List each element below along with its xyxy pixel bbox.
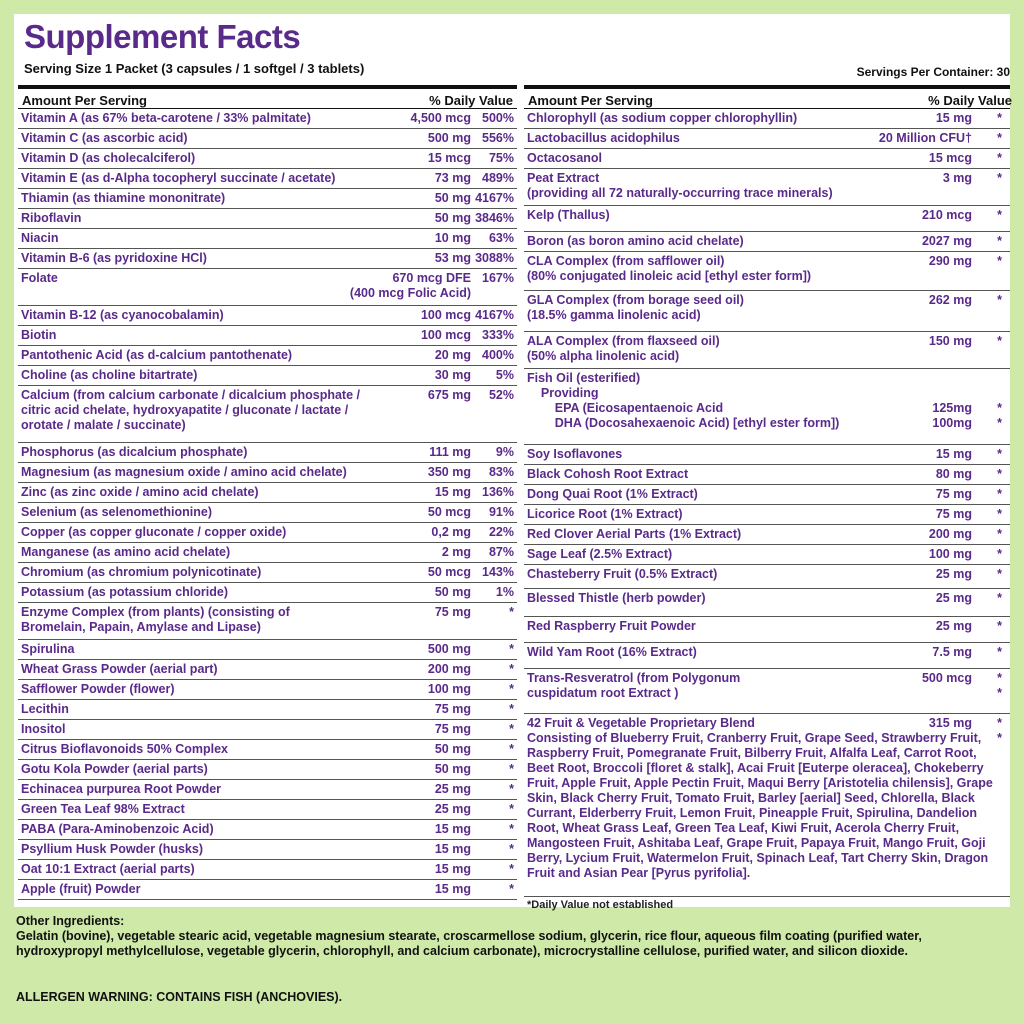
daily-value: * bbox=[509, 742, 514, 756]
nutrient-row bbox=[18, 366, 517, 386]
daily-value: * bbox=[997, 467, 1002, 481]
daily-value-header: % Daily Value bbox=[928, 93, 1012, 108]
other-ingredients bbox=[16, 914, 1006, 959]
nutrient-amount: 25 mg bbox=[935, 591, 972, 605]
nutrient-row bbox=[18, 129, 517, 149]
daily-value: * bbox=[997, 547, 1002, 561]
nutrient-row bbox=[18, 583, 517, 603]
daily-value: 500% bbox=[482, 111, 514, 125]
nutrient-amount: 15 mg bbox=[434, 485, 471, 499]
servings-per-container: Servings Per Container: 30 bbox=[856, 65, 1010, 79]
serving-size: Serving Size 1 Packet (3 capsules / 1 softgel / 3 tablets) bbox=[24, 61, 365, 76]
nutrient-amount: 75 mg bbox=[434, 722, 471, 736]
nutrient-row bbox=[524, 485, 1010, 505]
nutrient-name: Riboflavin bbox=[21, 211, 82, 225]
daily-value: * bbox=[997, 151, 1002, 165]
nutrient-amount: 15 mg bbox=[434, 842, 471, 856]
daily-value: * bbox=[509, 762, 514, 776]
daily-value-footnote: *Daily Value not established bbox=[527, 899, 674, 911]
nutrient-name: Oat 10:1 Extract (aerial parts) bbox=[21, 862, 195, 876]
daily-value: 83% bbox=[488, 465, 514, 479]
daily-value: * bbox=[997, 293, 1002, 307]
daily-value: * bbox=[509, 662, 514, 676]
nutrient-name: Phosphorus (as dicalcium phosphate) bbox=[21, 445, 248, 459]
nutrient-amount: 75 mg bbox=[434, 605, 471, 619]
daily-value: * bbox=[509, 882, 514, 896]
nutrient-row bbox=[524, 465, 1010, 485]
nutrient-amount: 315 mg bbox=[928, 716, 972, 730]
daily-value: * bbox=[997, 111, 1002, 125]
nutrient-row bbox=[18, 720, 517, 740]
nutrient-amount: 50 mg bbox=[434, 762, 471, 776]
right-rows bbox=[524, 109, 1010, 897]
nutrient-amount: 50 mcg bbox=[427, 505, 471, 519]
nutrient-amount: 15 mg bbox=[935, 111, 972, 125]
nutrient-name: Wheat Grass Powder (aerial part) bbox=[21, 662, 218, 676]
nutrient-row bbox=[18, 189, 517, 209]
nutrient-amount: 75 mg bbox=[434, 702, 471, 716]
daily-value: 333% bbox=[482, 328, 514, 342]
nutrient-name: Fish Oil (esterified) Providing EPA (Eicosapentaenoic Acid DHA (Docosahexaenoic Acid) [ethyl ester form]) bbox=[527, 371, 840, 430]
nutrient-row bbox=[18, 109, 517, 129]
right-nutrient-column bbox=[524, 85, 1010, 913]
nutrient-row bbox=[18, 680, 517, 700]
nutrient-amount: 350 mg bbox=[427, 465, 471, 479]
daily-value: * bbox=[997, 171, 1002, 185]
daily-value: * bbox=[509, 722, 514, 736]
nutrient-row bbox=[18, 463, 517, 483]
daily-value: * bbox=[997, 131, 1002, 145]
daily-value: * bbox=[997, 487, 1002, 501]
daily-value: * bbox=[509, 642, 514, 656]
nutrient-amount: 15 mg bbox=[434, 862, 471, 876]
nutrient-row bbox=[524, 545, 1010, 565]
daily-value: 3088% bbox=[475, 251, 514, 265]
nutrient-name: Chasteberry Fruit (0.5% Extract) bbox=[527, 567, 718, 581]
nutrient-row bbox=[524, 714, 1010, 897]
nutrient-amount: 290 mg bbox=[928, 254, 972, 268]
daily-value: * bbox=[509, 702, 514, 716]
nutrient-row bbox=[524, 565, 1010, 589]
nutrient-name: Vitamin A (as 67% beta-carotene / 33% palmitate) bbox=[21, 111, 311, 125]
nutrient-amount: 15 mg bbox=[434, 822, 471, 836]
nutrient-amount: 200 mg bbox=[928, 527, 972, 541]
nutrient-row bbox=[18, 840, 517, 860]
nutrient-name: CLA Complex (from safflower oil) (80% conjugated linoleic acid [ethyl ester form]) bbox=[527, 254, 812, 283]
daily-value: * bbox=[997, 208, 1002, 222]
nutrient-row bbox=[18, 229, 517, 249]
nutrient-amount: 75 mg bbox=[935, 487, 972, 501]
nutrient-name: Wild Yam Root (16% Extract) bbox=[527, 645, 697, 659]
nutrient-row bbox=[18, 820, 517, 840]
nutrient-row bbox=[524, 129, 1010, 149]
nutrient-row bbox=[524, 589, 1010, 617]
daily-value: * bbox=[509, 802, 514, 816]
nutrient-amount: 30 mg bbox=[434, 368, 471, 382]
nutrient-amount: 150 mg bbox=[928, 334, 972, 348]
nutrient-name: Sage Leaf (2.5% Extract) bbox=[527, 547, 673, 561]
nutrient-amount: 0,2 mg bbox=[431, 525, 471, 539]
daily-value: 143% bbox=[482, 565, 514, 579]
amount-per-serving-header: Amount Per Serving bbox=[528, 93, 653, 108]
nutrient-row bbox=[524, 669, 1010, 714]
nutrient-amount: 500 mg bbox=[427, 131, 471, 145]
daily-value: 1% bbox=[495, 585, 514, 599]
left-column-header bbox=[18, 85, 517, 109]
daily-value: 556% bbox=[482, 131, 514, 145]
nutrient-name: 42 Fruit & Vegetable Proprietary Blend Consisting of Blueberry Fruit, Cranberry Fruit, Grape Seed, Strawberry Fruit, Raspberry Fruit, Pomegranate Fruit, Bilberry Fruit, Alfalfa Leaf, Carrot Root, Beet Root, Broccoli [floret & stalk], Acai Fruit [Euterpe oleracea], Chokeberry Fruit, Apple Fruit, Apple Pectin Fruit, Maqui Berry [Aristotelia chilensis], Grape Skin, Black Cherry Fruit, Tomato Fruit, Barley [aerial] Seed, Chlorella, Black Currant, Elderberry Fruit, Lemon Fruit, Pineapple Fruit, Spirulina, Dandelion Root, Wheat Grass Leaf, Green Tea Leaf, Kiwi Fruit, Acerola Cherry Fruit, Mangosteen Fruit, Ashitaba Leaf, Grape Fruit, Papaya Fruit, Mango Fruit, Goji Berry, Lycium Fruit, Watermelon Fruit, Spinach Leaf, Tart Cherry Skin, Dragon Fruit and Asian Pear [Pyrus pyrifolia]. bbox=[527, 716, 993, 880]
daily-value: * * bbox=[997, 401, 1002, 430]
nutrient-name: Potassium (as potassium chloride) bbox=[21, 585, 228, 599]
daily-value: 136% bbox=[482, 485, 514, 499]
daily-value: 4167% bbox=[475, 191, 514, 205]
nutrient-name: Vitamin C (as ascorbic acid) bbox=[21, 131, 188, 145]
nutrient-amount: 210 mcg bbox=[921, 208, 972, 222]
daily-value: * bbox=[509, 862, 514, 876]
nutrient-row bbox=[18, 880, 517, 900]
nutrient-name: Red Raspberry Fruit Powder bbox=[527, 619, 696, 633]
nutrient-name: Octacosanol bbox=[527, 151, 603, 165]
amount-per-serving-header: Amount Per Serving bbox=[22, 93, 147, 108]
nutrient-row bbox=[18, 443, 517, 463]
nutrient-amount: 262 mg bbox=[928, 293, 972, 307]
nutrient-row bbox=[524, 169, 1010, 206]
daily-value: * bbox=[997, 447, 1002, 461]
nutrient-row bbox=[524, 617, 1010, 643]
nutrient-amount: 20 mg bbox=[434, 348, 471, 362]
nutrient-name: Niacin bbox=[21, 231, 59, 245]
nutrient-amount: 75 mg bbox=[935, 507, 972, 521]
nutrient-row bbox=[524, 291, 1010, 332]
nutrient-name: Biotin bbox=[21, 328, 57, 342]
daily-value: 4167% bbox=[475, 308, 514, 322]
nutrient-amount: 50 mg bbox=[434, 585, 471, 599]
daily-value: * bbox=[997, 334, 1002, 348]
other-ingredients-text: Gelatin (bovine), vegetable stearic acid, vegetable magnesium stearate, croscarmellose sodium, glycerin, rice flour, aqueous film coating (purified water, hydroxypropyl methylcellulose, vegetable glycerin, chlorophyll, and calcium carbonate), microcrystalline cellulose, purified water, and silicon dioxide. bbox=[16, 929, 922, 958]
nutrient-amount: 10 mg bbox=[434, 231, 471, 245]
nutrient-name: Selenium (as selenomethionine) bbox=[21, 505, 213, 519]
nutrient-row bbox=[524, 505, 1010, 525]
daily-value: 91% bbox=[488, 505, 514, 519]
nutrient-name: Choline (as choline bitartrate) bbox=[21, 368, 198, 382]
nutrient-row bbox=[18, 660, 517, 680]
daily-value: * * bbox=[997, 716, 1002, 745]
nutrient-amount: 100 mg bbox=[928, 547, 972, 561]
nutrient-name: Red Clover Aerial Parts (1% Extract) bbox=[527, 527, 742, 541]
nutrient-amount: 2027 mg bbox=[921, 234, 972, 248]
nutrient-name: Calcium (from calcium carbonate / dicalcium phosphate / citric acid chelate, hydroxyapatite / gluconate / lactate / orotate / malate / succinate) bbox=[21, 388, 360, 432]
nutrient-name: Boron (as boron amino acid chelate) bbox=[527, 234, 744, 248]
nutrient-name: Zinc (as zinc oxide / amino acid chelate) bbox=[21, 485, 259, 499]
daily-value: * bbox=[509, 682, 514, 696]
daily-value: 400% bbox=[482, 348, 514, 362]
nutrient-name: Licorice Root (1% Extract) bbox=[527, 507, 683, 521]
nutrient-name: GLA Complex (from borage seed oil) (18.5% gamma linolenic acid) bbox=[527, 293, 744, 322]
daily-value: * * bbox=[997, 671, 1002, 700]
nutrient-name: Vitamin E (as d-Alpha tocopheryl succinate / acetate) bbox=[21, 171, 336, 185]
nutrient-name: Psyllium Husk Powder (husks) bbox=[21, 842, 203, 856]
other-ingredients-heading: Other Ingredients: bbox=[16, 914, 125, 928]
nutrient-amount: 25 mg bbox=[935, 567, 972, 581]
nutrient-name: Echinacea purpurea Root Powder bbox=[21, 782, 222, 796]
nutrient-name: Apple (fruit) Powder bbox=[21, 882, 141, 896]
nutrient-row bbox=[524, 206, 1010, 232]
nutrient-row bbox=[524, 149, 1010, 169]
nutrient-amount: 100 mg bbox=[427, 682, 471, 696]
nutrient-row bbox=[18, 563, 517, 583]
daily-value: 87% bbox=[488, 545, 514, 559]
nutrient-row bbox=[524, 252, 1010, 291]
nutrient-row bbox=[18, 640, 517, 660]
nutrient-amount: 500 mcg bbox=[921, 671, 972, 685]
nutrient-name: Vitamin D (as cholecalciferol) bbox=[21, 151, 196, 165]
nutrient-name: Folate bbox=[21, 271, 58, 285]
daily-value: * bbox=[997, 567, 1002, 581]
nutrient-amount: 25 mg bbox=[434, 782, 471, 796]
nutrient-name: Pantothenic Acid (as d-calcium pantothenate) bbox=[21, 348, 293, 362]
nutrient-name: Vitamin B-12 (as cyanocobalamin) bbox=[21, 308, 224, 322]
nutrient-row bbox=[18, 780, 517, 800]
nutrient-amount: 20 Million CFU† bbox=[878, 131, 972, 145]
nutrient-row bbox=[524, 332, 1010, 369]
nutrient-amount: 80 mg bbox=[935, 467, 972, 481]
nutrient-amount: 670 mcg DFE (400 mcg Folic Acid) bbox=[349, 271, 471, 300]
nutrient-amount: 675 mg bbox=[427, 388, 471, 402]
daily-value: 3846% bbox=[475, 211, 514, 225]
nutrient-row bbox=[18, 149, 517, 169]
nutrient-row bbox=[524, 643, 1010, 669]
nutrient-name: Spirulina bbox=[21, 642, 75, 656]
nutrient-row bbox=[524, 369, 1010, 445]
nutrient-amount: 73 mg bbox=[434, 171, 471, 185]
daily-value: 167% bbox=[482, 271, 514, 285]
nutrient-name: Magnesium (as magnesium oxide / amino acid chelate) bbox=[21, 465, 347, 479]
nutrient-amount: 100 mcg bbox=[420, 308, 471, 322]
left-nutrient-column bbox=[18, 85, 517, 900]
nutrient-name: Kelp (Thallus) bbox=[527, 208, 610, 222]
nutrient-row bbox=[18, 543, 517, 563]
nutrient-name: Chlorophyll (as sodium copper chlorophyllin) bbox=[527, 111, 798, 125]
nutrient-amount: 125mg 100mg bbox=[932, 401, 972, 430]
nutrient-name: Gotu Kola Powder (aerial parts) bbox=[21, 762, 208, 776]
page-title: Supplement Facts bbox=[24, 18, 301, 55]
daily-value: 22% bbox=[488, 525, 514, 539]
nutrient-amount: 50 mg bbox=[434, 191, 471, 205]
nutrient-amount: 200 mg bbox=[427, 662, 471, 676]
daily-value: * bbox=[509, 605, 514, 619]
nutrient-row bbox=[524, 525, 1010, 545]
nutrient-name: Dong Quai Root (1% Extract) bbox=[527, 487, 698, 501]
daily-value: * bbox=[997, 619, 1002, 633]
nutrient-name: Vitamin B-6 (as pyridoxine HCl) bbox=[21, 251, 207, 265]
nutrient-row bbox=[18, 483, 517, 503]
nutrient-amount: 15 mcg bbox=[928, 151, 972, 165]
nutrient-name: Green Tea Leaf 98% Extract bbox=[21, 802, 185, 816]
nutrient-amount: 7.5 mg bbox=[932, 645, 972, 659]
nutrient-row bbox=[18, 306, 517, 326]
daily-value: * bbox=[509, 842, 514, 856]
daily-value: 5% bbox=[495, 368, 514, 382]
nutrient-row bbox=[18, 249, 517, 269]
nutrient-amount: 53 mg bbox=[434, 251, 471, 265]
daily-value: * bbox=[997, 527, 1002, 541]
nutrient-name: Trans-Resveratrol (from Polygonum cuspidatum root Extract ) bbox=[527, 671, 741, 700]
nutrient-row bbox=[18, 269, 517, 306]
nutrient-name: Copper (as copper gluconate / copper oxide) bbox=[21, 525, 287, 539]
nutrient-name: Blessed Thistle (herb powder) bbox=[527, 591, 706, 605]
nutrient-amount: 3 mg bbox=[942, 171, 972, 185]
nutrient-row bbox=[18, 760, 517, 780]
nutrient-row bbox=[18, 740, 517, 760]
right-column-header bbox=[524, 85, 1010, 109]
daily-value: * bbox=[509, 782, 514, 796]
daily-value-header: % Daily Value bbox=[429, 93, 513, 108]
nutrient-row bbox=[18, 860, 517, 880]
nutrient-name: Soy Isoflavones bbox=[527, 447, 623, 461]
nutrient-name: Manganese (as amino acid chelate) bbox=[21, 545, 231, 559]
nutrient-amount: 15 mcg bbox=[427, 151, 471, 165]
allergen-warning: ALLERGEN WARNING: CONTAINS FISH (ANCHOVIES). bbox=[16, 990, 343, 1004]
nutrient-amount: 100 mcg bbox=[420, 328, 471, 342]
nutrient-name: Chromium (as chromium polynicotinate) bbox=[21, 565, 262, 579]
daily-value: * bbox=[509, 822, 514, 836]
daily-value: * bbox=[997, 645, 1002, 659]
daily-value: * bbox=[997, 254, 1002, 268]
nutrient-amount: 50 mg bbox=[434, 742, 471, 756]
daily-value: 52% bbox=[488, 388, 514, 402]
nutrient-amount: 2 mg bbox=[441, 545, 471, 559]
nutrient-name: Black Cohosh Root Extract bbox=[527, 467, 689, 481]
nutrient-row bbox=[18, 326, 517, 346]
nutrient-amount: 111 mg bbox=[429, 445, 471, 459]
nutrient-row bbox=[524, 232, 1010, 252]
nutrient-name: PABA (Para-Aminobenzoic Acid) bbox=[21, 822, 214, 836]
nutrient-row bbox=[18, 800, 517, 820]
nutrient-row bbox=[524, 109, 1010, 129]
nutrient-name: Inositol bbox=[21, 722, 66, 736]
daily-value: * bbox=[997, 234, 1002, 248]
nutrient-row bbox=[524, 445, 1010, 465]
nutrient-name: Lecithin bbox=[21, 702, 69, 716]
nutrient-amount: 50 mg bbox=[434, 211, 471, 225]
left-rows bbox=[18, 109, 517, 900]
daily-value: 489% bbox=[482, 171, 514, 185]
nutrient-amount: 15 mg bbox=[935, 447, 972, 461]
nutrient-row bbox=[18, 386, 517, 443]
nutrient-name: ALA Complex (from flaxseed oil) (50% alpha linolenic acid) bbox=[527, 334, 720, 363]
daily-value: * bbox=[997, 591, 1002, 605]
nutrient-name: Peat Extract (providing all 72 naturally-occurring trace minerals) bbox=[527, 171, 833, 200]
nutrient-amount: 50 mcg bbox=[427, 565, 471, 579]
nutrient-name: Safflower Powder (flower) bbox=[21, 682, 175, 696]
daily-value: 75% bbox=[488, 151, 514, 165]
nutrient-amount: 4,500 mcg bbox=[410, 111, 471, 125]
nutrient-row bbox=[18, 523, 517, 543]
nutrient-name: Thiamin (as thiamine mononitrate) bbox=[21, 191, 226, 205]
nutrient-row bbox=[18, 603, 517, 640]
nutrient-amount: 25 mg bbox=[434, 802, 471, 816]
nutrient-row bbox=[18, 700, 517, 720]
nutrient-amount: 500 mg bbox=[427, 642, 471, 656]
daily-value: 9% bbox=[495, 445, 514, 459]
nutrient-row bbox=[18, 209, 517, 229]
nutrient-name: Lactobacillus acidophilus bbox=[527, 131, 680, 145]
daily-value: 63% bbox=[488, 231, 514, 245]
nutrient-amount: 25 mg bbox=[935, 619, 972, 633]
nutrient-row bbox=[18, 503, 517, 523]
nutrient-name: Enzyme Complex (from plants) (consisting of Bromelain, Papain, Amylase and Lipase) bbox=[21, 605, 290, 634]
nutrient-row bbox=[18, 346, 517, 366]
nutrient-name: Citrus Bioflavonoids 50% Complex bbox=[21, 742, 228, 756]
daily-value: * bbox=[997, 507, 1002, 521]
nutrient-amount: 15 mg bbox=[434, 882, 471, 896]
nutrient-row bbox=[18, 169, 517, 189]
